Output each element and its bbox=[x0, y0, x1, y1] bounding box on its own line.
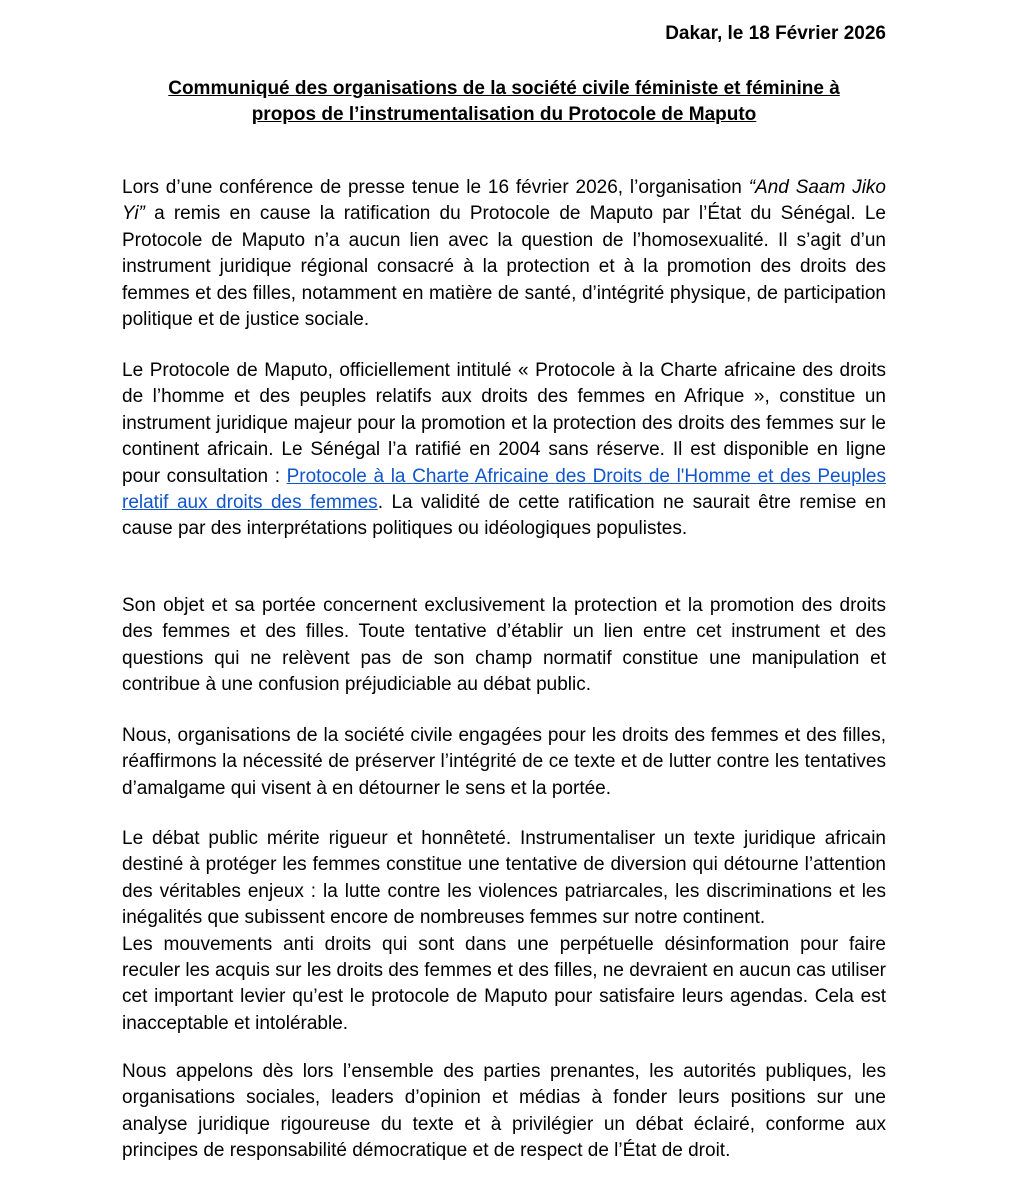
paragraph-1-text-b: a remis en cause la ratification du Protocole de Maputo par l’État du Sénégal. Le Protocole de Maputo n’a aucun lien avec la question de l’homosexualité. Il s’agit d’un instrument juridique régional consacré à la protection et à la promotion des droits des femmes et des filles, notamment en matière de santé, d’intégrité physique, de participation politique et de justice sociale. bbox=[122, 203, 886, 331]
paragraph-5 bbox=[122, 826, 886, 1037]
paragraph-2-text-b: . La validité de cette ratification ne saurait être remise en cause par des interprétations politiques ou idéologiques populistes. bbox=[122, 492, 887, 540]
paragraph-6: Nous appelons dès lors l’ensemble des parties prenantes, les autorités publiques, les organisations sociales, leaders d’opinion et médias à fonder leurs positions sur une analyse juridique rigoureuse du texte et à privilégier un débat éclairé, conforme aux principes de responsabilité démocratique et de respect de l’État de droit. bbox=[122, 1061, 886, 1162]
paragraph-3: Son objet et sa portée concernent exclusivement la protection et la promotion des droits des femmes et des filles. Toute tentative d’établir un lien entre cet instrument et des questions qui ne relèvent pas de son champ normatif constitue une manipulation et contribue à une confusion préjudiciable au débat public. bbox=[122, 595, 886, 696]
paragraph-1-text-a: Lors d’une conférence de presse tenue le 16 février 2026, l’organisation bbox=[122, 177, 749, 198]
protocol-link[interactable]: Protocole à la Charte Africaine des Droits de l'Homme et des Peuples relatif aux droits des femmes bbox=[122, 465, 886, 514]
paragraph-2 bbox=[122, 358, 886, 543]
organisation-name: “And Saam Jiko Yi” bbox=[122, 177, 886, 225]
paragraph-2-text-a: Le Protocole de Maputo, officiellement intitulé « Protocole à la Charte africaine des droits de l’homme et des peuples relatifs aux droits des femmes en Afrique », constitue un instrument juridique majeur pour la promotion et la protection des droits des femmes sur le continent africain. Le Sénégal l’a ratifié en 2004 sans réserve. Il est disponible en ligne pour consultation : bbox=[122, 360, 886, 487]
title-line-1: Communiqué des organisations de la société civile féministe et féminine à bbox=[168, 78, 840, 99]
paragraph-1 bbox=[122, 175, 886, 333]
document-title bbox=[122, 76, 886, 128]
paragraph-5-text-a: Le débat public mérite rigueur et honnêteté. Instrumentaliser un texte juridique africain destiné à protéger les femmes constitue une tentative de diversion qui détourne l’attention des véritables enjeux : la lutte contre les violences patriarcales, les discriminations et les inégalités que subissent encore de nombreuses femmes sur notre continent. bbox=[122, 828, 886, 929]
paragraph-5-text-b: Les mouvements anti droits qui sont dans une perpétuelle désinformation pour faire reculer les acquis sur les droits des femmes et des filles, ne devraient en aucun cas utiliser cet important levier qu’est le protocole de Maputo pour satisfaire leurs agendas. Cela est inacceptable et intolérable. bbox=[122, 933, 886, 1034]
title-line-2: propos de l’instrumentalisation du Protocole de Maputo bbox=[251, 104, 757, 125]
document-date: Dakar, le 18 Février 2026 bbox=[665, 23, 886, 44]
paragraph-4: Nous, organisations de la société civile engagées pour les droits des femmes et des filles, réaffirmons la nécessité de préserver l’intégrité de ce texte et de lutter contre les tentatives d’amalgame qui visent à en détourner le sens et la portée. bbox=[122, 725, 886, 799]
